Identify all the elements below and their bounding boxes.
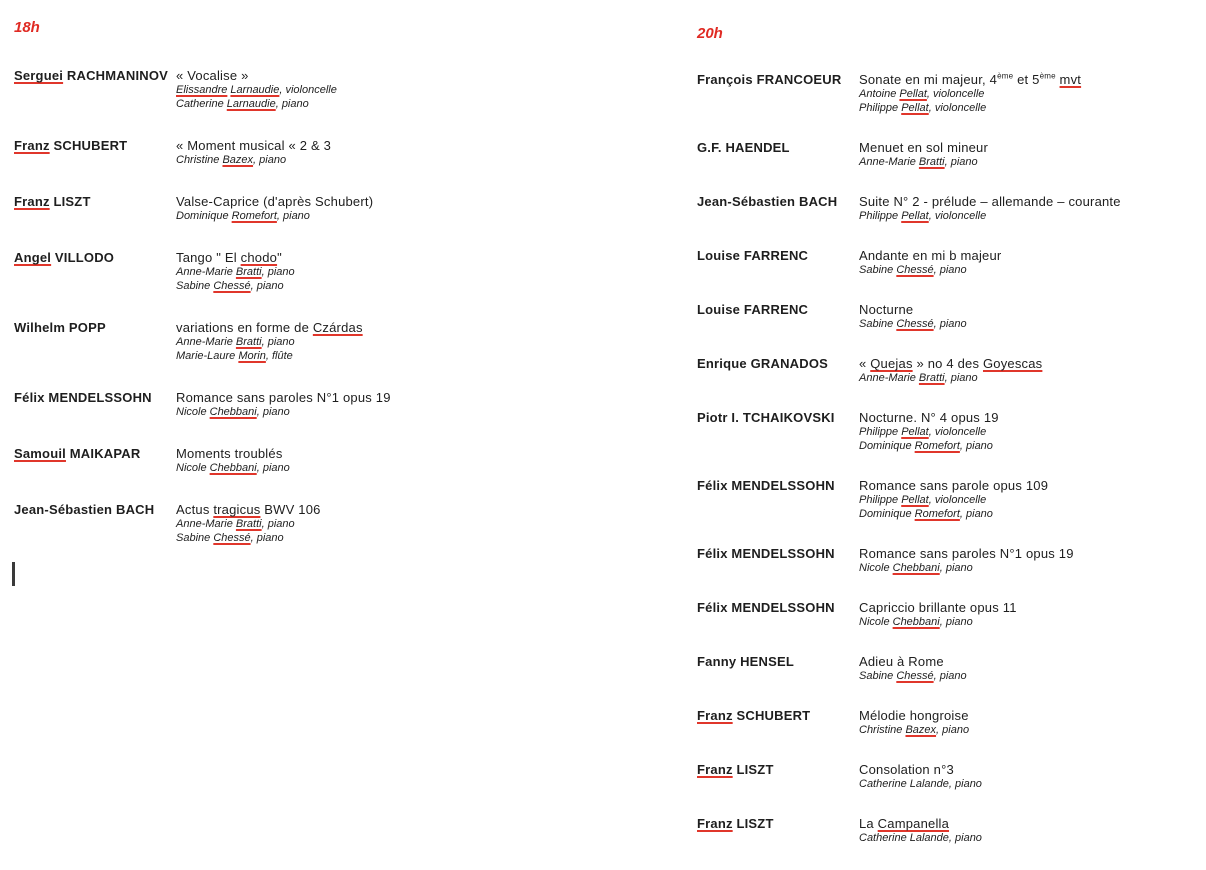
piece-title	[859, 654, 967, 669]
misspelled-word: Bratti	[918, 156, 945, 168]
misspelled-word: Campanella	[877, 816, 950, 831]
text-segment: , piano	[261, 336, 295, 348]
text-segment: , piano	[933, 264, 967, 276]
program-entry	[14, 138, 674, 167]
performer-line	[859, 777, 982, 791]
misspelled-word: Romefort	[914, 440, 960, 452]
text-segment: , flûte	[265, 350, 293, 362]
performer-line	[859, 371, 1042, 385]
text-segment: Sonate en mi majeur, 4	[859, 72, 998, 87]
text-segment: Philippe	[859, 494, 902, 506]
text-segment: Moments troublés	[176, 446, 283, 461]
performer-line	[176, 153, 331, 167]
text-segment: Wilhelm POPP	[14, 320, 106, 335]
program-entry	[14, 502, 674, 545]
entry-body	[859, 478, 1048, 521]
text-segment: , piano	[939, 562, 973, 574]
text-segment: « Vocalise »	[176, 68, 249, 83]
text-segment: , violoncelle	[928, 102, 987, 114]
text-segment: Anne-Marie	[176, 266, 236, 278]
piece-title	[859, 72, 1081, 87]
text-segment: Philippe	[859, 426, 902, 438]
misspelled-word: Pellat	[901, 102, 929, 114]
text-segment: Adieu à Rome	[859, 654, 944, 669]
misspelled-word: Goyescas	[982, 356, 1043, 371]
text-segment: Nicole	[176, 406, 210, 418]
program-entry	[697, 762, 1202, 791]
misspelled-word: Quejas	[870, 356, 913, 371]
misspelled-word: Serguei	[14, 68, 64, 83]
misspelled-word: Franz	[697, 708, 733, 723]
performer-line	[176, 279, 295, 293]
program-entry	[697, 302, 1202, 331]
composer-name	[14, 502, 176, 517]
misspelled-word: Chessé	[896, 318, 934, 330]
piece-title	[859, 248, 1001, 263]
text-segment: Romance sans paroles N°1 opus 19	[859, 546, 1074, 561]
performer-line	[859, 425, 999, 439]
text-segment: Catherine Lalande, piano	[859, 832, 982, 844]
piece-title	[859, 546, 1074, 561]
composer-name	[697, 478, 859, 493]
text-segment: , piano	[250, 280, 284, 292]
entry-body	[176, 250, 295, 293]
superscript-text: ème	[997, 71, 1014, 81]
piece-title	[859, 302, 967, 317]
session-time-header: 18h	[14, 19, 40, 36]
misspelled-word: Bratti	[235, 518, 262, 530]
composer-name	[697, 600, 859, 615]
text-segment: Louise FARRENC	[697, 248, 809, 263]
performer-line	[176, 405, 391, 419]
misspelled-word: Franz	[14, 138, 50, 153]
text-segment: variations en forme de	[176, 320, 313, 335]
entry-body	[176, 390, 391, 419]
performer-line	[859, 317, 967, 331]
piece-title	[176, 250, 295, 265]
text-segment: Christine	[176, 154, 223, 166]
composer-name	[14, 320, 176, 335]
composer-name	[14, 390, 176, 405]
composer-name	[14, 68, 176, 83]
entry-body	[176, 320, 363, 363]
misspelled-word: Franz	[697, 762, 733, 777]
piece-title	[176, 138, 331, 153]
text-segment: Tango " El	[176, 250, 241, 265]
text-segment: Piotr I. TCHAIKOVSKI	[697, 410, 835, 425]
performer-line	[859, 87, 1081, 101]
text-segment: Catherine Lalande, piano	[859, 778, 982, 790]
entry-body	[859, 762, 982, 791]
misspelled-word: Chebbani	[209, 462, 257, 474]
misspelled-word: Chebbani	[209, 406, 257, 418]
text-segment: Mélodie hongroise	[859, 708, 969, 723]
performer-line	[859, 723, 969, 737]
text-segment: Actus	[176, 502, 214, 517]
text-segment: , piano	[944, 372, 978, 384]
text-segment: Louise FARRENC	[697, 302, 809, 317]
performer-line	[859, 615, 1017, 629]
text-segment: , violoncelle	[928, 494, 987, 506]
misspelled-word: chodo	[240, 250, 278, 265]
program-entry	[697, 140, 1202, 169]
program-entry	[14, 68, 674, 111]
performer-line	[859, 101, 1081, 115]
misspelled-word: Angel	[14, 250, 52, 265]
text-segment: LISZT	[49, 194, 91, 209]
text-segment: VILLODO	[51, 250, 115, 265]
performer-line	[176, 97, 337, 111]
composer-name	[697, 816, 859, 831]
entry-body	[176, 446, 290, 475]
entry-body	[176, 502, 321, 545]
text-segment: , piano	[250, 532, 284, 544]
piece-title	[859, 478, 1048, 493]
text-segment: « Moment musical « 2 & 3	[176, 138, 332, 153]
text-segment: Fanny HENSEL	[697, 654, 795, 669]
misspelled-word: Pellat	[899, 88, 927, 100]
entry-body	[859, 356, 1042, 385]
performer-line	[859, 493, 1048, 507]
piece-title	[176, 320, 363, 335]
performer-line	[176, 265, 295, 279]
text-segment: Sabine	[176, 532, 214, 544]
piece-title	[859, 356, 1042, 371]
misspelled-word: Bratti	[235, 336, 262, 348]
entry-body	[859, 302, 967, 331]
program-column-20h	[697, 26, 1202, 870]
text-segment: , piano	[933, 670, 967, 682]
performer-line	[176, 349, 363, 363]
composer-name	[697, 140, 859, 155]
text-segment: Menuet en sol mineur	[859, 140, 989, 155]
text-segment: , piano	[959, 508, 993, 520]
composer-name	[14, 446, 176, 461]
performer-line	[176, 517, 321, 531]
misspelled-word: Chessé	[213, 532, 251, 544]
text-segment: RACHMANINOV	[63, 68, 169, 83]
text-segment: Nicole	[859, 616, 893, 628]
text-segment: et 5	[1013, 72, 1040, 87]
text-segment: Anne-Marie	[859, 372, 919, 384]
text-segment: , piano	[275, 98, 309, 110]
entry-body	[859, 140, 988, 169]
text-segment: François FRANCOEUR	[697, 72, 842, 87]
composer-name	[697, 194, 859, 209]
program-entry	[697, 410, 1202, 453]
text-segment: , violoncelle	[928, 210, 987, 222]
text-segment: , piano	[276, 210, 310, 222]
text-segment: Sabine	[176, 280, 214, 292]
program-entry	[697, 708, 1202, 737]
program-entry	[697, 478, 1202, 521]
text-segment: Anne-Marie	[176, 336, 236, 348]
entry-body	[859, 600, 1017, 629]
text-segment: SCHUBERT	[49, 138, 128, 153]
composer-name	[14, 138, 176, 153]
program-entry	[697, 600, 1202, 629]
composer-name	[14, 194, 176, 209]
program-entry	[14, 194, 674, 223]
misspelled-word: Chebbani	[892, 616, 940, 628]
text-segment: G.F. HAENDEL	[697, 140, 790, 155]
misspelled-word: Bratti	[918, 372, 945, 384]
composer-name	[697, 546, 859, 561]
performer-line	[859, 439, 999, 453]
piece-title	[176, 502, 321, 517]
text-segment: Marie-Laure	[176, 350, 239, 362]
text-segment: , piano	[959, 440, 993, 452]
text-segment: » no 4 des	[912, 356, 983, 371]
piece-title	[859, 816, 982, 831]
misspelled-word: mvt	[1059, 72, 1082, 87]
text-segment: SCHUBERT	[732, 708, 811, 723]
text-segment: , piano	[939, 616, 973, 628]
misspelled-word: Bazex	[222, 154, 254, 166]
text-segment: Félix MENDELSSOHN	[697, 546, 835, 561]
performer-line	[859, 831, 982, 845]
text-segment: , piano	[256, 406, 290, 418]
program-entry	[697, 248, 1202, 277]
performer-line	[176, 209, 373, 223]
misspelled-word: tragicus	[213, 502, 261, 517]
piece-title	[859, 600, 1017, 615]
composer-name	[697, 248, 859, 263]
text-segment: Jean-Sébastien BACH	[697, 194, 838, 209]
performer-line	[176, 83, 337, 97]
text-segment: , violoncelle	[928, 426, 987, 438]
text-segment: Christine	[859, 724, 906, 736]
performer-line	[859, 561, 1074, 575]
text-segment: Catherine	[176, 98, 227, 110]
program-entry	[697, 356, 1202, 385]
text-segment: Valse-Caprice (d'après Schubert)	[176, 194, 374, 209]
text-segment: , piano	[261, 266, 295, 278]
composer-name	[697, 762, 859, 777]
text-segment: LISZT	[732, 762, 774, 777]
piece-title	[859, 140, 988, 155]
misspelled-word: Chessé	[213, 280, 251, 292]
text-segment: Sabine	[859, 670, 897, 682]
program-entry	[697, 72, 1202, 115]
text-segment: Philippe	[859, 210, 902, 222]
session-time-header: 20h	[697, 25, 723, 42]
misspelled-word: Elissandre	[176, 84, 228, 96]
misspelled-word: Chebbani	[892, 562, 940, 574]
text-segment: "	[277, 250, 282, 265]
text-segment: Andante en mi b majeur	[859, 248, 1002, 263]
composer-name	[697, 356, 859, 371]
composer-name	[697, 72, 859, 87]
misspelled-word: Morin	[238, 350, 266, 362]
program-entry	[697, 654, 1202, 683]
text-segment: BWV 106	[260, 502, 321, 517]
program-entry	[14, 446, 674, 475]
text-segment: Romance sans parole opus 109	[859, 478, 1049, 493]
program-entry	[697, 816, 1202, 845]
text-segment: Félix MENDELSSOHN	[697, 600, 835, 615]
text-segment: , piano	[944, 156, 978, 168]
misspelled-word: Bazex	[905, 724, 937, 736]
entry-body	[859, 72, 1081, 115]
program-column-18h	[14, 20, 674, 572]
misspelled-word: Pellat	[901, 210, 929, 222]
text-segment: Consolation n°3	[859, 762, 954, 777]
misspelled-word: Larnaudie	[230, 84, 280, 96]
entry-body	[859, 546, 1074, 575]
text-segment: Nicole	[859, 562, 893, 574]
text-segment: Anne-Marie	[859, 156, 919, 168]
misspelled-word: Bratti	[235, 266, 262, 278]
text-segment: Enrique GRANADOS	[697, 356, 829, 371]
piece-title	[176, 390, 391, 405]
entry-body	[176, 138, 331, 167]
piece-title	[176, 446, 290, 461]
composer-name	[697, 708, 859, 723]
program-entry	[697, 546, 1202, 575]
text-segment: Nocturne	[859, 302, 914, 317]
composer-name	[697, 654, 859, 669]
misspelled-word: Czárdas	[312, 320, 363, 335]
piece-title	[176, 68, 337, 83]
piece-title	[859, 194, 1121, 209]
text-segment: LISZT	[732, 816, 774, 831]
program-entry	[697, 194, 1202, 223]
performer-line	[859, 263, 1001, 277]
misspelled-word: Romefort	[231, 210, 277, 222]
performer-line	[176, 531, 321, 545]
misspelled-word: Franz	[697, 816, 733, 831]
program-entry	[14, 390, 674, 419]
text-segment: , piano	[936, 724, 970, 736]
text-segment: Sabine	[859, 318, 897, 330]
piece-title	[859, 410, 999, 425]
performer-line	[176, 335, 363, 349]
misspelled-word: Pellat	[901, 426, 929, 438]
text-segment: Romance sans paroles N°1 opus 19	[176, 390, 391, 405]
misspelled-word: Samouil	[14, 446, 66, 461]
performer-line	[859, 209, 1121, 223]
misspelled-word: Pellat	[901, 494, 929, 506]
text-segment: Félix MENDELSSOHN	[14, 390, 152, 405]
text-segment: Anne-Marie	[176, 518, 236, 530]
text-segment: , piano	[933, 318, 967, 330]
text-segment: , piano	[256, 462, 290, 474]
entry-body	[859, 410, 999, 453]
text-segment: «	[859, 356, 871, 371]
entry-body	[176, 68, 337, 111]
program-entry	[14, 250, 674, 293]
entry-body	[859, 654, 967, 683]
text-segment: MAIKAPAR	[65, 446, 141, 461]
composer-name	[697, 410, 859, 425]
misspelled-word: Chessé	[896, 670, 934, 682]
text-segment: , violoncelle	[926, 88, 985, 100]
text-segment: , piano	[253, 154, 287, 166]
superscript-text: ème	[1039, 71, 1056, 81]
text-segment: Nicole	[176, 462, 210, 474]
misspelled-word: Chessé	[896, 264, 934, 276]
text-segment: Capriccio brillante opus 11	[859, 600, 1017, 615]
text-segment: La	[859, 816, 878, 831]
entry-body	[859, 708, 969, 737]
misspelled-word: Romefort	[914, 508, 960, 520]
entry-body	[859, 194, 1121, 223]
composer-name	[14, 250, 176, 265]
performer-line	[859, 155, 988, 169]
text-segment: Philippe	[859, 102, 902, 114]
entry-body	[176, 194, 373, 223]
misspelled-word: Larnaudie	[226, 98, 276, 110]
program-entry	[14, 320, 674, 363]
composer-name	[697, 302, 859, 317]
piece-title	[859, 708, 969, 723]
misspelled-word: Franz	[14, 194, 50, 209]
text-segment: Antoine	[859, 88, 900, 100]
piece-title	[859, 762, 982, 777]
text-segment: Suite N° 2 - prélude – allemande – courante	[859, 194, 1121, 209]
performer-line	[176, 461, 290, 475]
text-cursor	[12, 562, 15, 586]
performer-line	[859, 507, 1048, 521]
entry-body	[859, 248, 1001, 277]
text-segment: Félix MENDELSSOHN	[697, 478, 835, 493]
text-segment: Sabine	[859, 264, 897, 276]
text-segment: Jean-Sébastien BACH	[14, 502, 155, 517]
text-segment: Dominique	[859, 508, 915, 520]
text-segment: , piano	[261, 518, 295, 530]
text-segment: Nocturne. N° 4 opus 19	[859, 410, 999, 425]
text-segment: , violoncelle	[279, 84, 337, 96]
text-segment: Dominique	[859, 440, 915, 452]
performer-line	[859, 669, 967, 683]
entry-body	[859, 816, 982, 845]
piece-title	[176, 194, 373, 209]
text-segment: Dominique	[176, 210, 232, 222]
